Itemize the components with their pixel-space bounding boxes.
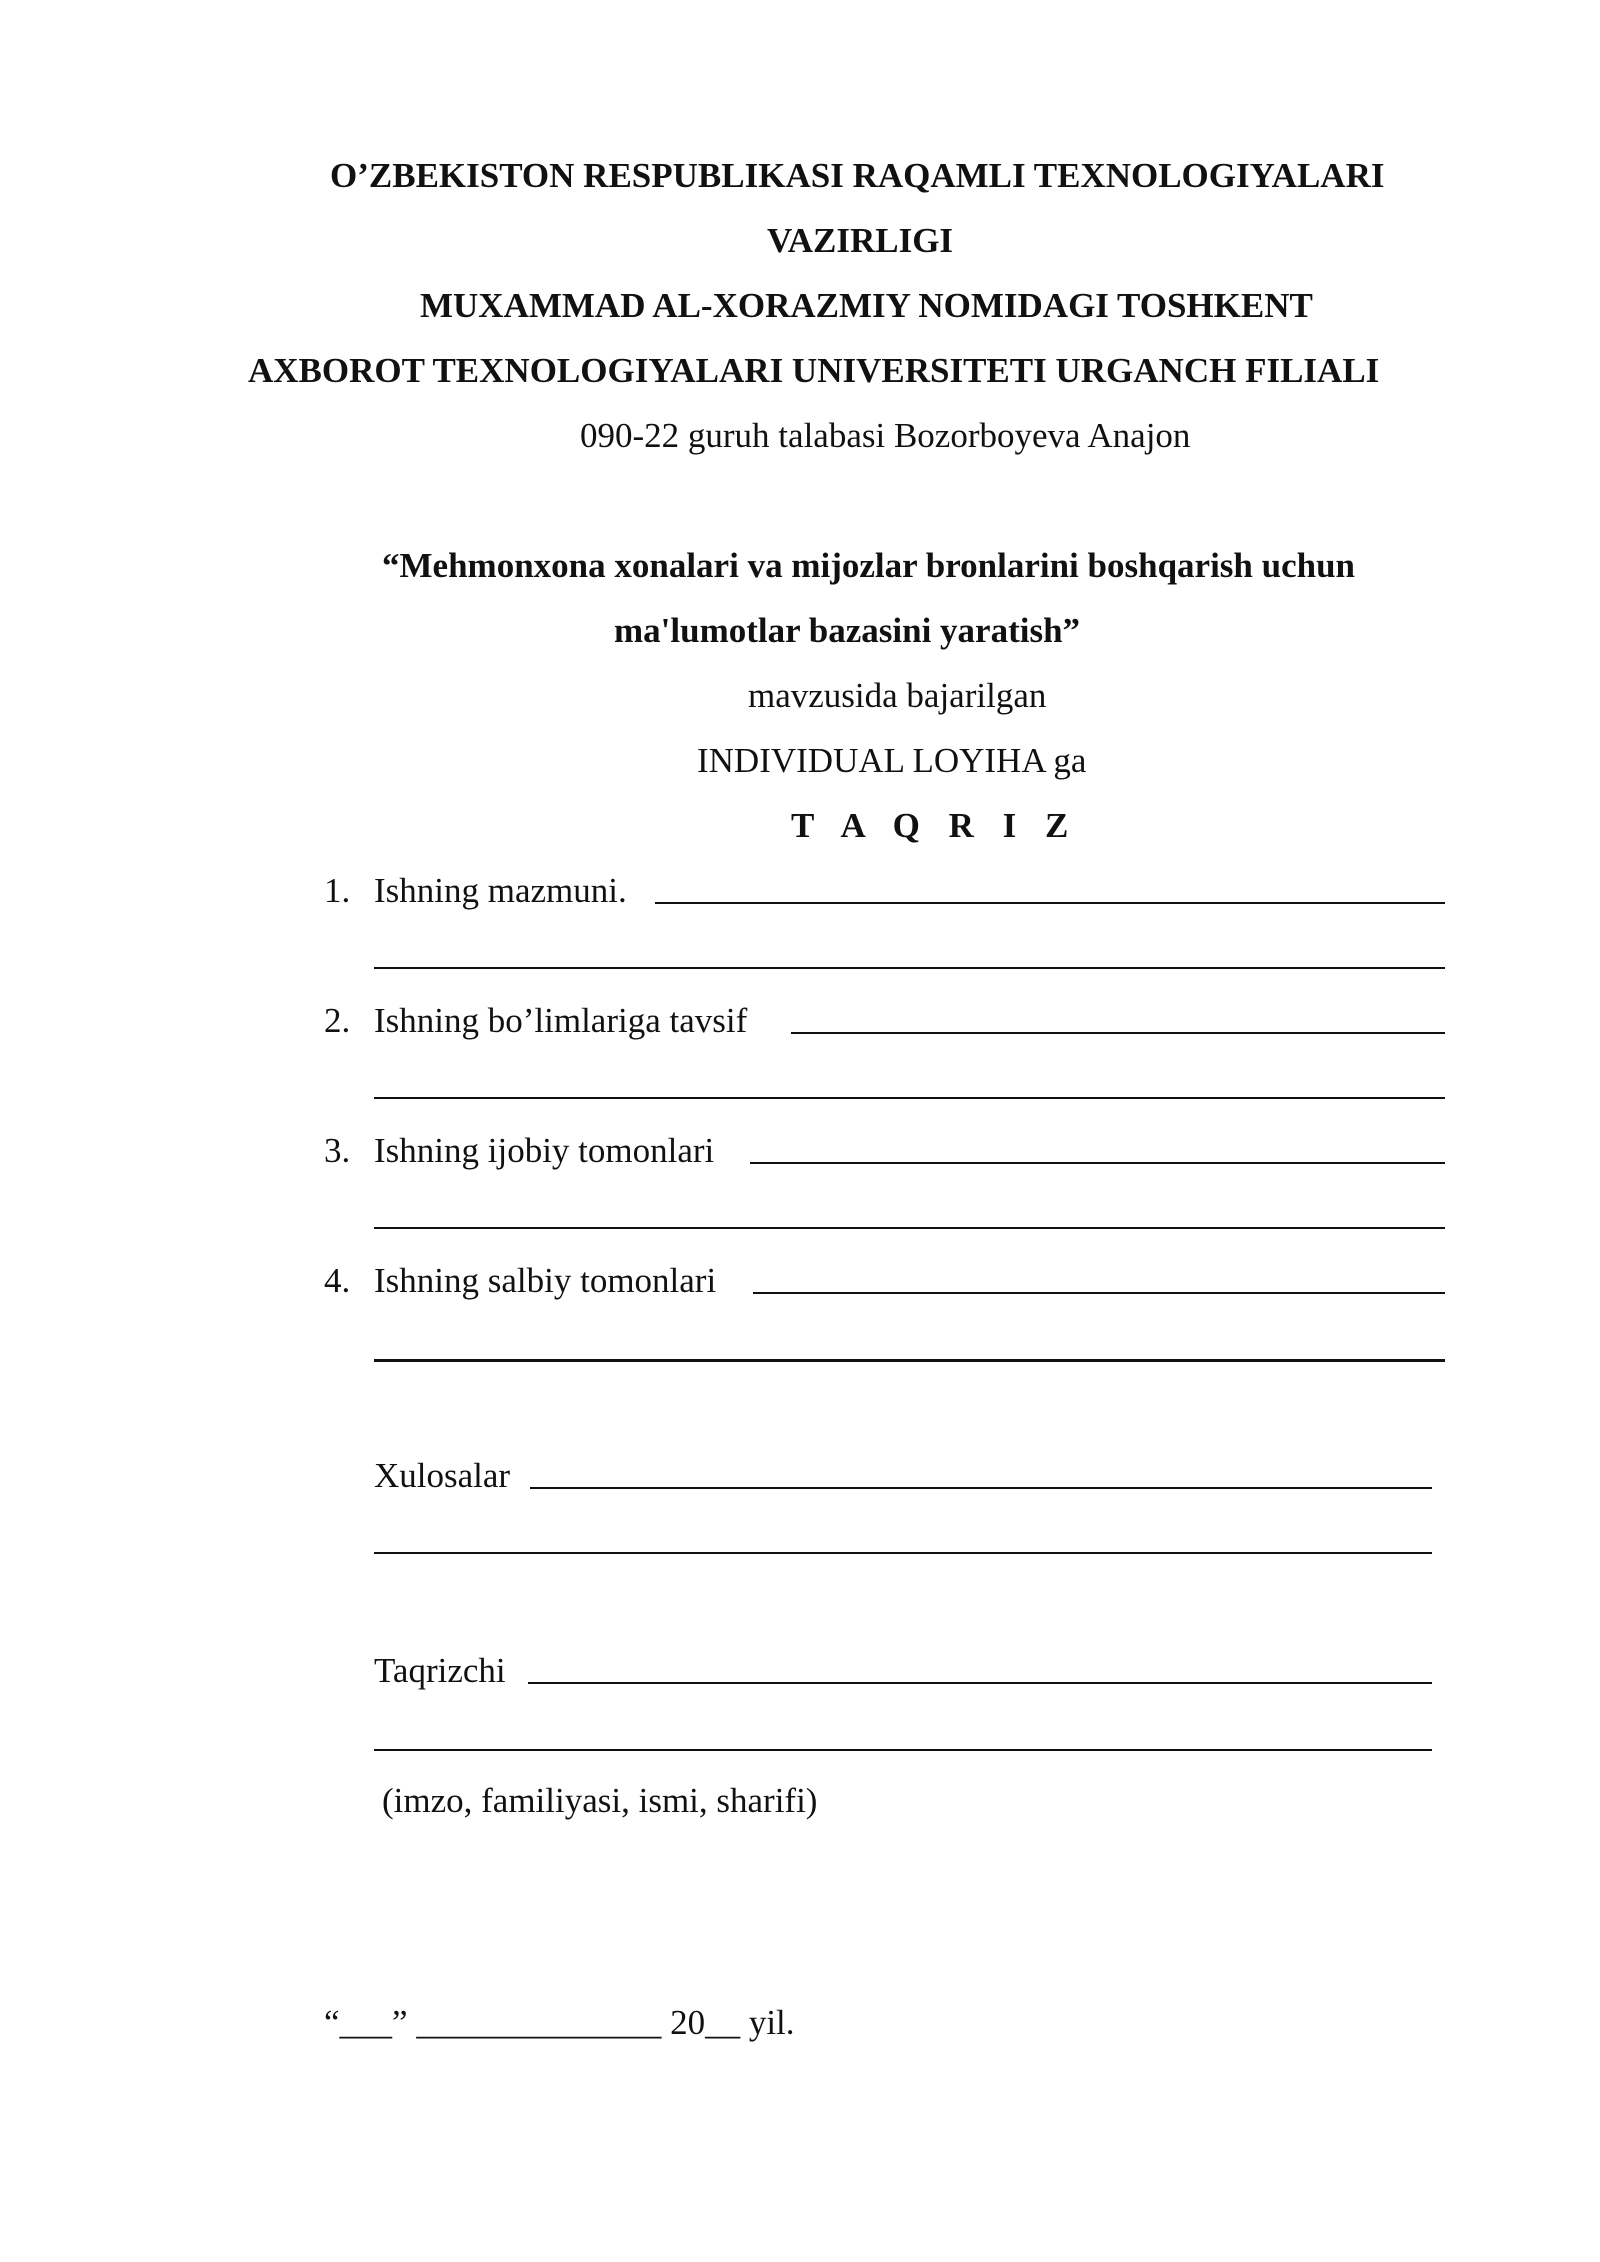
- conclusions-blank-1[interactable]: [530, 1487, 1432, 1489]
- review-heading: T A Q R I Z: [791, 806, 1079, 845]
- item-number: 4.: [324, 1261, 351, 1300]
- item-3-blank-1[interactable]: [750, 1162, 1445, 1164]
- item-1-blank-1[interactable]: [655, 902, 1445, 904]
- reviewer-label: Taqrizchi: [374, 1651, 506, 1690]
- review-item-3: [324, 1129, 714, 1173]
- date-year-suffix: yil.: [748, 2003, 795, 2042]
- item-label: Ishning bo’limlariga tavsif: [374, 1001, 748, 1040]
- review-item-4: [324, 1259, 716, 1303]
- item-number: 3.: [324, 1131, 351, 1170]
- item-2-blank-2[interactable]: [374, 1097, 1445, 1099]
- conclusions-label: Xulosalar: [374, 1456, 511, 1495]
- item-3-blank-2[interactable]: [374, 1227, 1445, 1229]
- item-number: 2.: [324, 1001, 351, 1040]
- project-type: INDIVIDUAL LOYIHA ga: [697, 741, 1087, 780]
- item-4-blank-2[interactable]: [374, 1359, 1445, 1362]
- item-label: Ishning mazmuni.: [374, 871, 627, 910]
- topic-subtitle: mavzusida bajarilgan: [748, 676, 1047, 715]
- date-year: 20__: [670, 2003, 741, 2042]
- review-item-1: [324, 869, 627, 913]
- reviewer-blank-2[interactable]: [374, 1749, 1432, 1751]
- date-line: [324, 2001, 795, 2045]
- topic-title-cont: ma'lumotlar bazasini yaratish”: [614, 611, 1081, 650]
- conclusions-blank-2[interactable]: [374, 1552, 1432, 1554]
- item-4-blank-1[interactable]: [753, 1292, 1445, 1294]
- item-1-blank-2[interactable]: [374, 967, 1445, 969]
- item-2-blank-1[interactable]: [791, 1032, 1445, 1034]
- ministry-title: O’ZBEKISTON RESPUBLIKASI RAQAMLI TEXNOLOGIYALARI: [330, 156, 1385, 195]
- ministry-title-cont: VAZIRLIGI: [766, 221, 954, 260]
- item-label: Ishning ijobiy tomonlari: [374, 1131, 715, 1170]
- student-info: 090-22 guruh talabasi Bozorboyeva Anajon: [580, 416, 1191, 455]
- review-item-2: [324, 999, 747, 1043]
- item-label: Ishning salbiy tomonlari: [374, 1261, 717, 1300]
- date-month: ______________: [416, 2003, 662, 2042]
- topic-title: “Mehmonxona xonalari va mijozlar bronlarini boshqarish uchun: [382, 546, 1356, 585]
- item-number: 1.: [324, 871, 351, 910]
- university-name: MUXAMMAD AL-XORAZMIY NOMIDAGI TOSHKENT: [420, 286, 1313, 325]
- signature-hint: (imzo, familiyasi, ismi, sharifi): [382, 1781, 818, 1820]
- date-day: “___”: [324, 2003, 408, 2042]
- reviewer-blank-1[interactable]: [528, 1682, 1432, 1684]
- university-branch: AXBOROT TEXNOLOGIYALARI UNIVERSITETI URGANCH FILIALI: [248, 351, 1380, 390]
